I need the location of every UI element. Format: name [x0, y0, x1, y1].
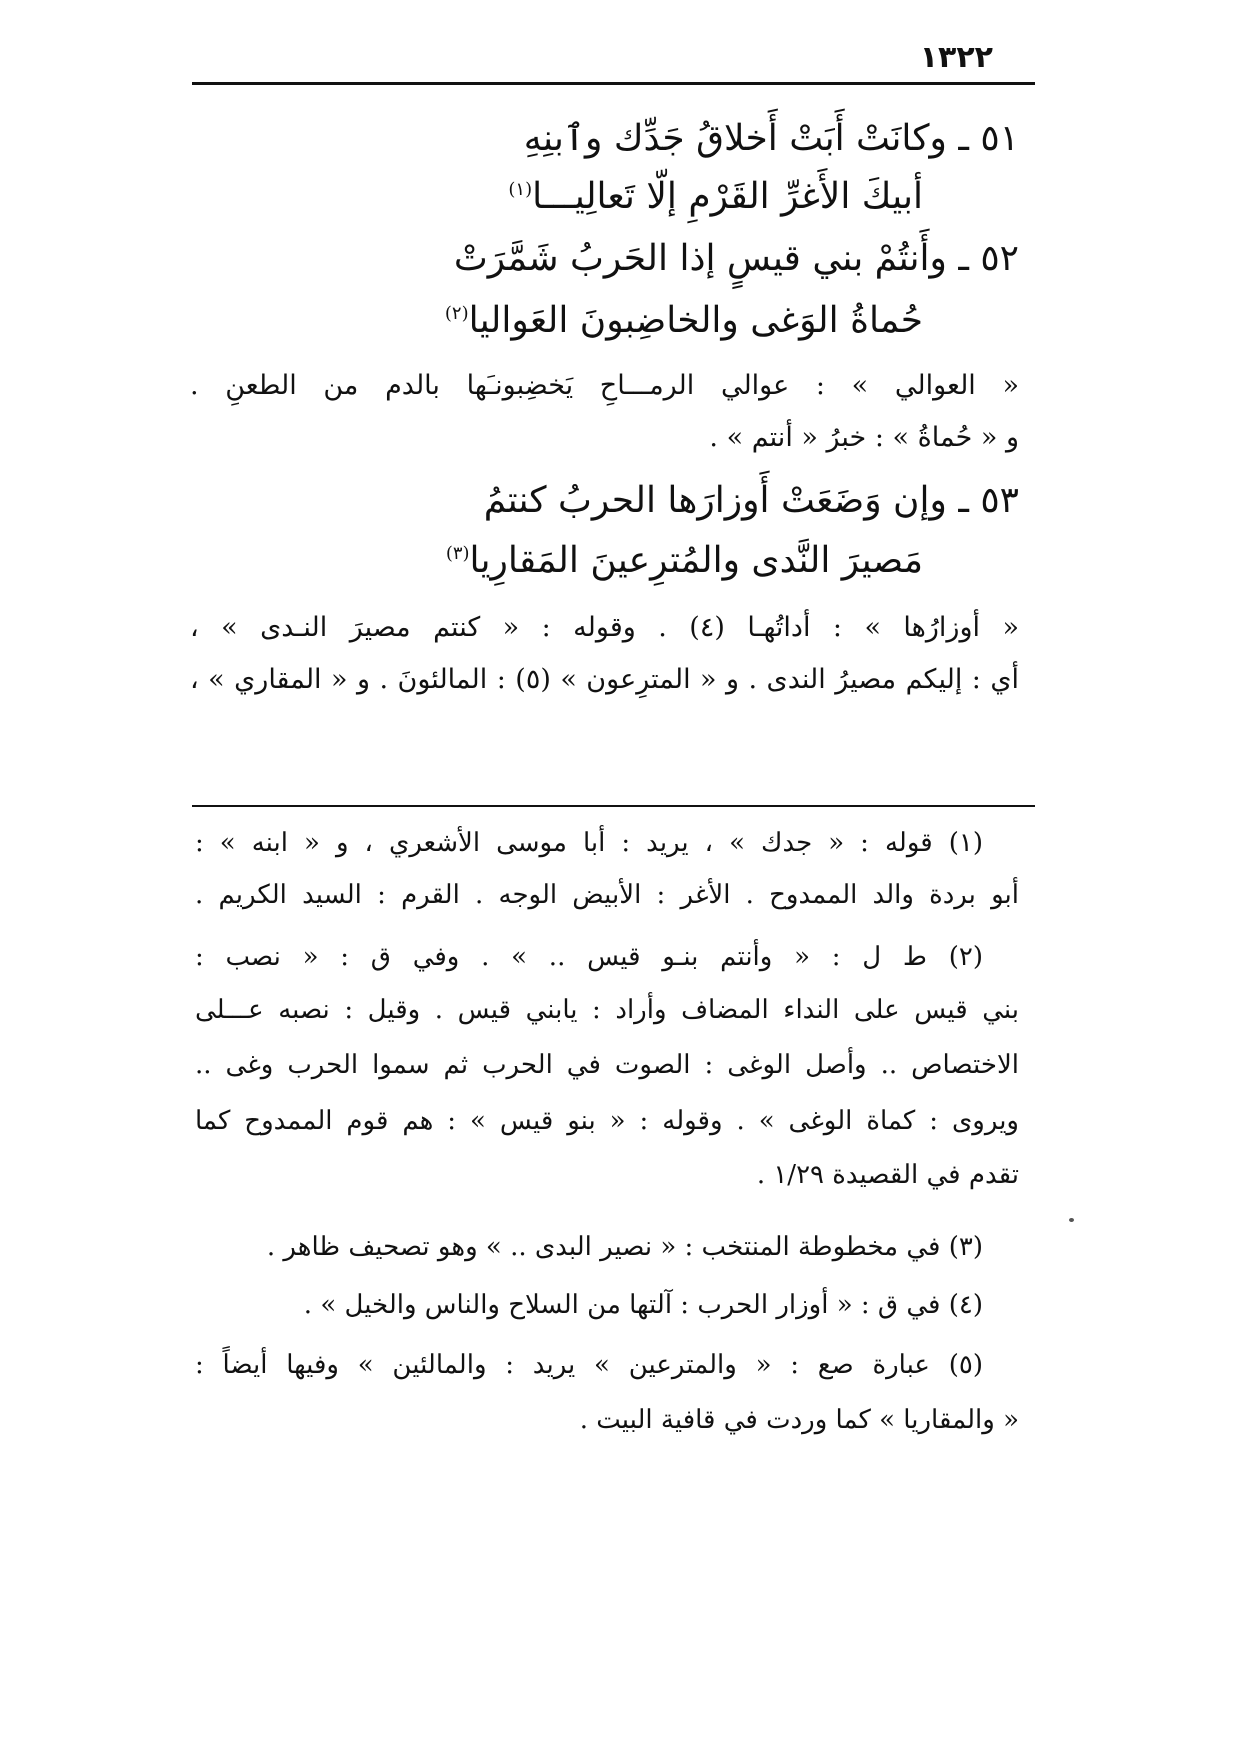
- footnote-1-line: أبو بردة والد الممدوح . الأغر : الأبيض الوجه . القرم : السيد الكريم .: [195, 880, 1019, 910]
- verse-53-second-hemistich: [444, 540, 923, 581]
- commentary-line: « العوالي » : عوالي الرمـــاحِ يَخضِبونـَها بالدم من الطعنِ .: [190, 370, 1019, 401]
- verse-52-second-hemistich: [443, 300, 923, 341]
- footnote-5-line: « والمقاريا » كما وردت في قافية البيت .: [579, 1405, 1019, 1435]
- footnote-1-line: (١) قوله : « جدك » ، يريد : أبا موسى الأشعري ، و « ابنه » :: [195, 828, 983, 858]
- footnote-marker-1: (١): [508, 179, 533, 200]
- footnote-marker-3: (٣): [445, 543, 470, 564]
- footnote-4-line: (٤) في ق : « أوزار الحرب : آلتها من السلاح والناس والخيل » .: [303, 1290, 983, 1320]
- header-rule: [192, 82, 1035, 85]
- verse-51-second-text: أبيكَ الأَغرِّ القَرْمِ إلّا تَعالِيـــا: [532, 176, 923, 217]
- commentary-line: « أوزارُها » : أداتُهـا (٤) . وقوله : « كنتم مصيرَ النـدى » ،: [190, 612, 1019, 643]
- page-number: ١٣٢٢: [919, 40, 993, 75]
- commentary-line: أي : إليكم مصيرُ الندى . و « المترِعون » (٥) : المالئونَ . و « المقاري » ،: [190, 664, 1019, 695]
- footnote-3-line: (٣) في مخطوطة المنتخب : « نصير البدى .. » وهو تصحيف ظاهر .: [266, 1232, 983, 1262]
- verse-51-first-hemistich: ٥١ ـ وكانَتْ أَبَتْ أَخلاقُ جَدِّك وٱبنِهِ: [523, 118, 1019, 159]
- verse-51-second-hemistich: [506, 176, 923, 217]
- footnote-2-line: بني قيس على النداء المضاف وأراد : يابني قيس . وقيل : نصبه عـــلى: [195, 995, 1019, 1025]
- commentary-line: و « حُماةُ » : خبرُ « أنتم » .: [709, 422, 1019, 453]
- footnote-marker-2: (٢): [444, 303, 469, 324]
- verse-52-first-hemistich: ٥٢ ـ وأَنتُمْ بني قيسٍ إذا الحَربُ شَمَّرَتْ: [453, 238, 1019, 279]
- footnote-2-line: تقدم في القصيدة ١/٢٩ .: [756, 1160, 1019, 1190]
- verse-53-second-text: مَصيرَ النَّدى والمُترِعينَ المَقارِيا: [469, 540, 923, 581]
- footnote-5-line: (٥) عبارة صع : « والمترعين » يريد : والمالئين » وفيها أيضاً :: [195, 1350, 983, 1380]
- scan-speck: [1069, 1218, 1074, 1222]
- footnote-rule: [192, 805, 1035, 807]
- footnote-2-line: الاختصاص .. وأصل الوغى : الصوت في الحرب ثم سموا الحرب وغى ..: [195, 1050, 1019, 1080]
- footnote-2-line: ويروى : كماة الوغى » . وقوله : « بنو قيس » : هم قوم الممدوح كما: [195, 1106, 1019, 1136]
- verse-53-first-hemistich: ٥٣ ـ وإن وَضَعَتْ أَوزارَها الحربُ كنتمُ: [483, 480, 1019, 521]
- verse-52-second-text: حُماةُ الوَغى والخاضِبونَ العَواليا: [468, 300, 923, 341]
- footnote-2-line: (٢) ط ل : « وأنتم بنـو قيس .. » . وفي ق : « نصب :: [195, 942, 983, 972]
